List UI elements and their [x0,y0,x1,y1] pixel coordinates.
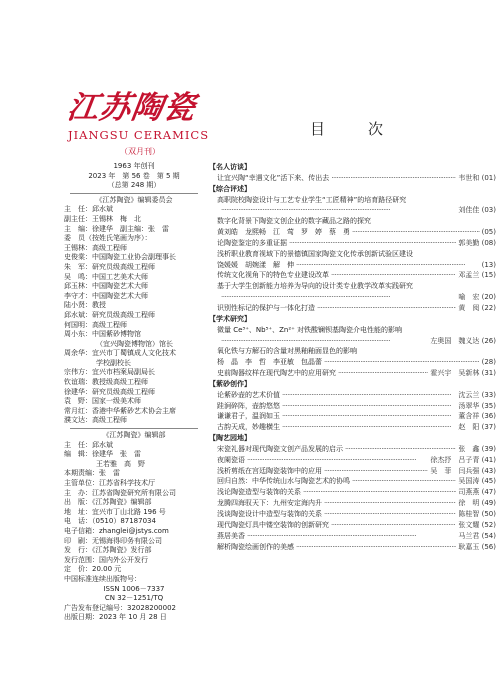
toc-entry[interactable] [209,422,496,433]
toc-leader-dots [221,205,456,216]
toc-leader-dots [247,531,456,542]
member-row: 徐建华：研究员级高级工程师 [64,387,155,396]
toc-entry-author-page: 左奥国 魏义达 (26) [430,336,496,345]
toc-entry[interactable] [209,346,496,357]
editorial-note: 王若雅 高 野 [96,459,145,468]
toc-entry[interactable] [209,487,496,498]
toc-entry-title: 高职院校陶瓷设计与工艺专业学生“工匠精神”的培育路径研究 [217,195,407,204]
toc-entry-author-page: 沈云兰 (33) [458,390,496,399]
toc-leader-dots [296,542,456,553]
publication-info [64,162,204,623]
divider [70,428,198,429]
toc-leader-dots [324,466,428,477]
member-row: 邱玉林：中国陶瓷艺术大师 [64,282,148,291]
publishing-row: 中国标准连续出版物号： [64,574,141,583]
footer-row: 出版日期：2023 年 10 月 28 日 [64,613,167,622]
publishing-row: 本期责编：张 雷 [64,469,120,478]
toc-entry-author-page: 徐杰抒 吕子青 (41) [430,455,496,464]
toc-entry[interactable] [209,216,496,227]
publishing-row: 出 版：《江苏陶瓷》编辑部 [64,498,152,507]
table-of-contents [209,162,496,552]
toc-entry[interactable] [209,303,496,314]
toc-entry-author-page: (05) [481,228,496,237]
toc-entry-title: 浅论陶瓷造型与装饰的关系 [217,488,301,497]
toc-entry-title: 基于大学生创新能力培养为导向的设计类专业教学改革实践研究 [217,282,413,291]
divider [70,193,198,194]
toc-entry[interactable] [209,520,496,531]
editorial-list [64,441,204,460]
member-row: 吴 鸣：中国工艺美术大师 [64,272,148,281]
toc-entry-title: 古韵天成，妙趣横生 [217,423,280,432]
toc-entry[interactable] [209,455,496,466]
members-list [64,349,204,359]
toc-entry-title: 夜阑瓷语 [217,455,245,464]
toc-entry-title: 论紫砂壶的艺术价值 [217,390,280,399]
member-row: 周小东：中国紫砂博物馆 [64,330,141,339]
toc-entry-title: 微量 Ce³⁺、Nb⁵⁺、Zn²⁺ 对铁酸镧钡基陶瓷介电性能的影响 [217,325,403,334]
toc-entry[interactable] [209,249,496,260]
total-issue: （总第 248 期） [107,181,161,190]
toc-entry-title: 回归自然：中华传统山水与陶瓷艺术的协鸣 [217,477,350,486]
toc-entry-author-page: 韦世和 (01) [458,173,496,182]
toc-title: 目 次 [310,120,398,138]
journal-logo-en: JIANGSU CERAMICS [68,128,210,142]
toc-entry-title: 龙腾四海驭天下：九州安定海内升 [217,499,322,508]
toc-leader-dots [282,422,456,433]
toc-section-heading: 【学术研究】 [209,314,251,323]
toc-entry-title: 饶媛媛 胡婉漾 解 伸 [217,260,294,269]
editorial-row: 编 辑：徐建华 张 雷 [64,450,141,459]
member-row: 周余华：宜兴市丁蜀镇成人文化技术 [64,349,176,358]
toc-leader-dots [317,303,456,314]
frequency-label: （双月刊） [120,147,160,156]
committee-row: 委 员（按姓氏笔画为序）： [64,234,152,243]
toc-leader-dots [324,509,456,520]
toc-entry[interactable] [209,466,496,477]
publishing-row: 定 价：20.00 元 [64,565,122,574]
publishing-row: 发行范围：国内外公开发行 [64,555,148,564]
masthead-column [0,0,210,675]
toc-entry-title: 浅析剪纸在宫廷陶瓷装饰中的应用 [217,466,322,475]
publishing-row: 印 刷：无锡海得印务有限公司 [64,536,162,545]
toc-section-heading: 【陶艺园地】 [209,434,251,443]
toc-entry-title: 氧化铁与方解石的含量对黑釉釉面显色的影响 [217,347,357,356]
publishing-row: 主 办：江苏省陶瓷研究所有限公司 [64,488,176,497]
toc-entry[interactable] [209,173,496,184]
member-row: 袁 野：国家一级美术师 [64,397,141,406]
toc-leader-dots [331,270,456,281]
member-row: 钦谊瑞：教授级高级工程师 [64,378,148,387]
toc-leader-dots [282,401,456,412]
member-row: 邱水斌：研究员级高级工程师 [64,310,155,319]
toc-leader-dots [247,455,428,466]
publishing-row: 主管单位：江苏省科学技术厅 [64,479,155,487]
toc-entry[interactable] [209,195,496,206]
toc-leader-dots [324,357,480,368]
toc-entry-author-page: 吴国涛 (45) [458,477,496,486]
toc-leader-dots [338,368,428,379]
toc-entry-author-page: 邓孟兰 (15) [458,271,496,280]
toc-leader-dots [282,411,456,422]
toc-entry-title: 论陶瓷鉴定的多重证据 [217,238,287,247]
members-list [64,368,204,426]
committee-row: 主 编：徐建华 副主编：张 雷 [64,224,169,233]
toc-entry[interactable] [209,205,496,216]
toc-entry-author-page: 耿嘉玉 (56) [458,542,496,551]
member-row: 李守才：中国陶瓷艺术大师 [64,291,148,300]
toc-section-heading: 【综合评述】 [209,184,251,193]
toc-entry-author-page: 汤翠华 (35) [458,401,496,410]
toc-entry[interactable] [209,498,496,509]
toc-entry[interactable] [209,531,496,542]
toc-entry-title: 识别性标记的保护与一体化打造 [217,303,315,312]
publishing-row: 地 址：宜兴市丁山北路 196 号 [64,507,166,516]
publishing-list [64,469,204,584]
toc-entry[interactable] [209,336,496,347]
member-row: 宗伟方：宜兴市档案局副局长 [64,368,155,377]
toc-entry-author-page: 陈桂智 (50) [458,510,496,518]
toc-entry-author-page: (13) [481,260,496,269]
toc-entry-author-page: 徐 明 (49) [458,499,496,508]
toc-entry-title: 跬涧碎阵，壶韵悠悠 [217,401,280,410]
member-row: 陆小贤：教授 [64,301,106,310]
toc-entry[interactable] [209,390,496,401]
toc-entry-author-page: 董含祥 (36) [458,412,496,421]
footer-row: 广告发布登记编号：32028200002 [64,603,176,612]
toc-entry-author-page: 司燕燕 (47) [458,488,496,497]
toc-entry-author-page: 赵 阳 (37) [458,423,496,432]
toc-entry[interactable] [209,260,496,271]
toc-entry-title: 浅谈陶瓷设计中造型与装饰的关系 [217,510,322,518]
member-row: 何国明：高级工程师 [64,320,127,329]
toc-leader-dots [221,336,428,347]
publishing-row: 电 话：（0510）87187034 [64,517,156,526]
toc-leader-dots [296,260,480,271]
toc-entry-author-page: 黄 阅 (22) [458,303,496,312]
toc-entry-title: 数字化背景下陶瓷文创企业的数字藏品之路的探究 [217,217,371,226]
toc-entry-title: 宋瓷礼器对现代陶瓷文创产品发展的启示 [217,444,343,453]
committee-list [64,205,204,243]
toc-leader-dots [282,390,456,401]
editorial-row: 主 任：邱水斌 [64,440,113,449]
publishing-row: 发 行：《江苏陶瓷》发行部 [64,546,152,555]
toc-entry-title: 谦谦君子，温润如玉 [217,412,280,421]
member-row: 王锡林：高级工程师 [64,243,127,252]
toc-leader-dots [331,520,456,531]
toc-entry-title: 黄刘皓 龙熙畅 江 莺 罗 婷 蔡 勇 [217,228,350,237]
toc-entry-title: 解析陶瓷绘画创作的美感 [217,542,294,551]
founded-year: 1963 年创刊 [113,162,155,170]
toc-section-heading: 【名人访谈】 [209,163,251,171]
member-note: 学校副校长 [96,358,131,367]
toc-leader-dots [324,498,456,509]
toc-entry[interactable] [209,476,496,487]
member-row: 史俊棠：中国陶瓷工业协会副理事长 [64,253,176,262]
cn-number: CN 32－1251/TQ [104,594,164,603]
editorial-title: 《江苏陶瓷》编辑部 [102,431,166,440]
toc-entry[interactable] [209,270,496,281]
issue-number: 2023 年 第 56 卷 第 5 期 [88,171,180,180]
toc-entry-title: 传统文化视角下的特色专业建设改革 [217,271,329,280]
toc-leader-dots [221,292,456,303]
toc-entry[interactable] [209,509,496,520]
toc-leader-dots [352,476,456,487]
toc-entry[interactable] [209,357,496,368]
toc-entry[interactable] [209,401,496,412]
toc-entry-title: 让宜兴陶“幸遇文化”活下来、传出去 [217,173,330,182]
toc-entry-author-page: 喻 宏 (20) [458,293,496,302]
toc-entry-author-page: 郭美勤 (08) [458,238,496,247]
member-row: 濮文达：高级工程师 [64,416,127,425]
toc-entry-title: 燕居美香 [217,531,245,540]
toc-entry-author-page: 张 鑫 (39) [458,444,496,453]
toc-entry[interactable] [209,542,496,553]
toc-leader-dots [345,444,456,455]
toc-entry-author-page: 吴 菲 闫兵强 (43) [430,466,496,475]
committee-row: 副主任：王锡林 梅 北 [64,214,141,223]
toc-entry-author-page: 霍兴宇 吴新林 (31) [430,369,496,378]
toc-leader-dots [289,238,456,249]
committee-title: 《江苏陶瓷》编辑委员会 [95,195,173,204]
toc-leader-dots [331,173,456,184]
journal-logo-cn: 江苏陶瓷 [64,90,199,126]
member-row: 常月红：香港中华紫砂艺术协会主席 [64,406,176,415]
member-row: 朱 军：研究员级高级工程师 [64,262,155,271]
publishing-row: 电子信箱：zhanglei@jstys.com [64,526,169,535]
toc-entry-author-page: 张文耀 (52) [458,520,496,529]
toc-entry-title: 浅析职业教育视域下的景德镇国家陶瓷文化传承创新试验区建设 [217,249,413,258]
issn: ISSN 1006－7337 [103,584,165,593]
toc-section-heading: 【紫砂创作】 [209,379,251,388]
toc-entry-author-page: 刘佳佳 (03) [458,206,496,215]
toc-entry[interactable] [209,281,496,292]
toc-entry[interactable] [209,227,496,238]
toc-entry-author-page: 马兰君 (54) [458,531,496,540]
toc-entry[interactable] [209,238,496,249]
toc-leader-dots [352,227,480,238]
toc-entry[interactable] [209,292,496,303]
member-note: （宜兴陶瓷博物馆）馆长 [96,339,173,348]
footer-list [64,604,204,623]
toc-entry-title: 现代陶瓷灯具中镂空装饰的创新研究 [217,520,329,529]
toc-entry-title: 杨 晶 李 哲 李亚敏 包晶蕾 [217,358,322,367]
committee-row: 主 任：邱水斌 [64,205,113,214]
toc-entry-author-page: (28) [481,358,496,367]
toc-entry[interactable] [209,325,496,336]
toc-entry[interactable] [209,411,496,422]
toc-entry[interactable] [209,444,496,455]
toc-entry-title: 史前陶器纹样在现代陶艺中的应用研究 [217,369,336,378]
members-list [64,244,204,340]
toc-leader-dots [303,487,456,498]
toc-entry[interactable] [209,368,496,379]
